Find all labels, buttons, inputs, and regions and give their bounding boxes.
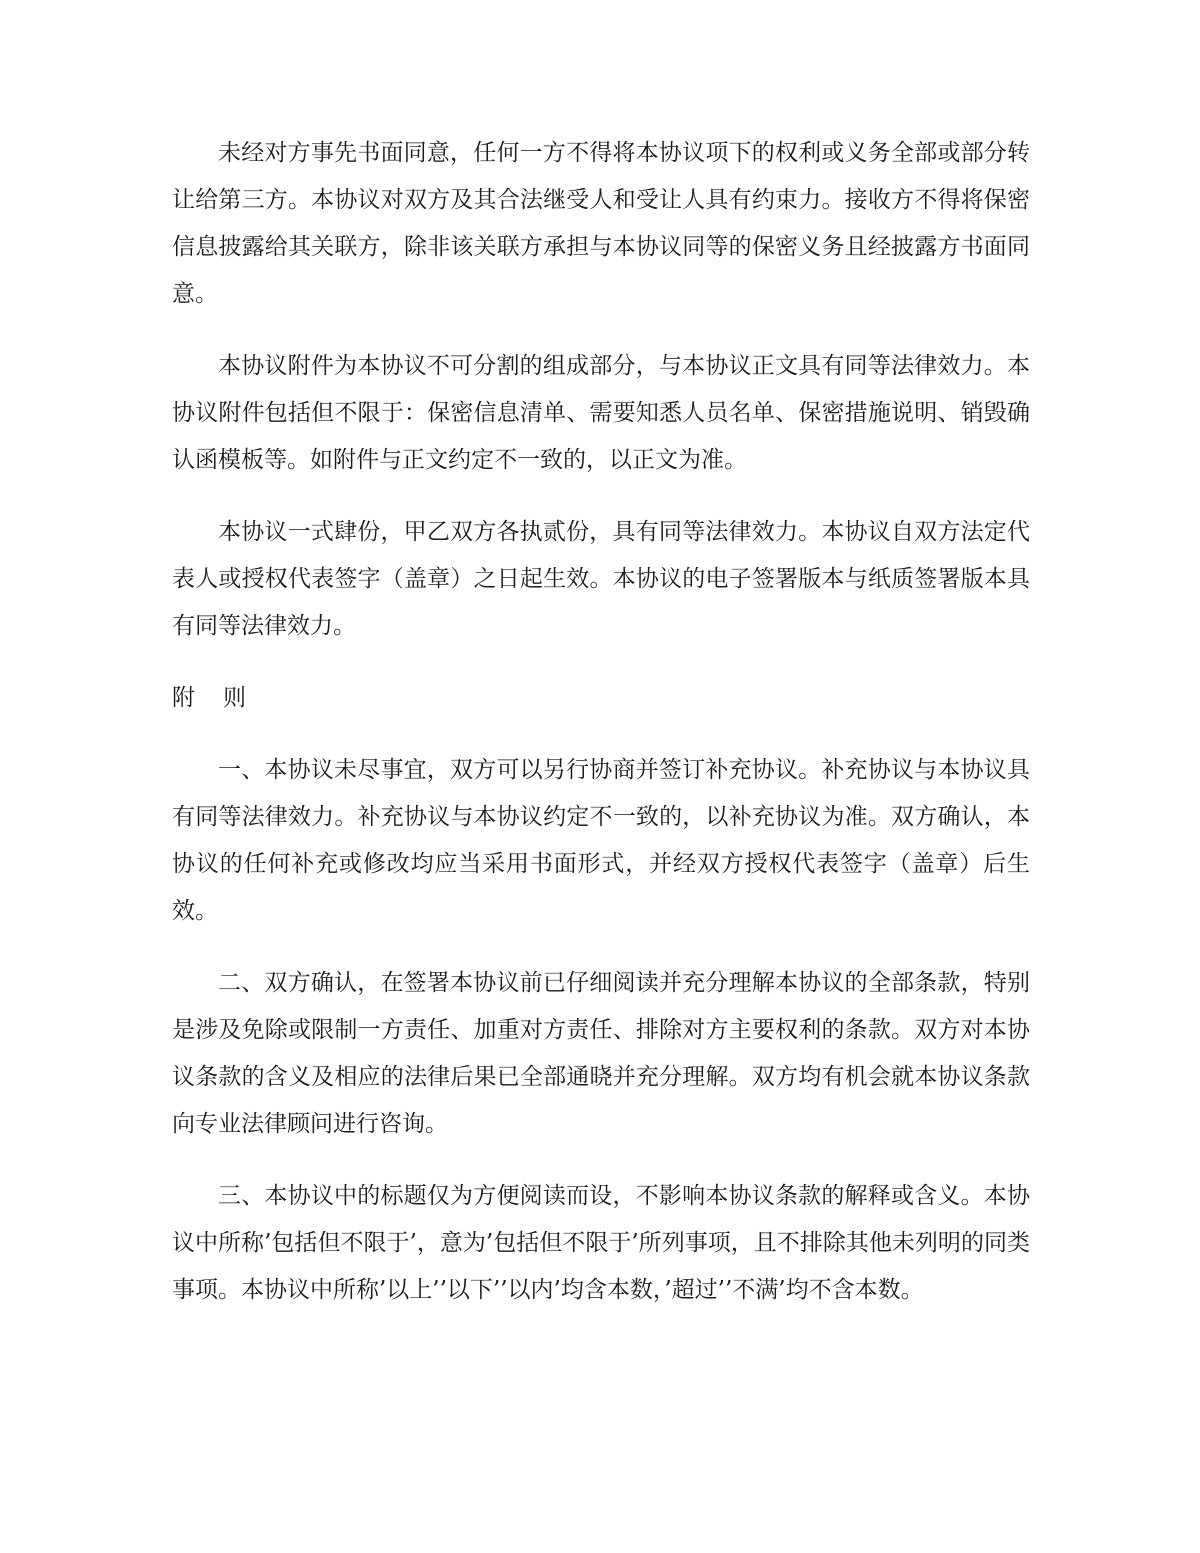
document-body <box>172 130 1030 1339</box>
paragraph-counterparts: 本协议一式肆份，甲乙双方各执贰份，具有同等法律效力。本协议自双方法定代表人或授权代表签字（盖章）之日起生效。本协议的电子签署版本与纸质签署版本具有同等法律效力。 <box>172 519 1030 639</box>
clause-2: 二、双方确认，在签署本协议前已仔细阅读并充分理解本协议的全部条款，特别是涉及免除或限制一方责任、加重对方责任、排除对方主要权利的条款。双方对本协议条款的含义及相应的法律后果已全部通晓并充分理解。双方均有机会就本协议条款向专业法律顾问进行咨询。 <box>172 970 1030 1137</box>
heading-char-2: 则 <box>223 685 246 711</box>
clause-3: 三、本协议中的标题仅为方便阅读而设，不影响本协议条款的解释或含义。本协议中所称’包括但不限于’，意为’包括但不限于’所列事项，且不排除其他未列明的同类事项。本协议中所称’以上’’以下’’以内’均含本数，’超过’’不满’均不含本数。 <box>172 1183 1030 1303</box>
paragraph-annex: 本协议附件为本协议不可分割的组成部分，与本协议正文具有同等法律效力。本协议附件包括但不限于：保密信息清单、需要知悉人员名单、保密措施说明、销毁确认函模板等。如附件与正文约定不一致的，以正文为准。 <box>172 353 1030 473</box>
clause-1: 一、本协议未尽事宜，双方可以另行协商并签订补充协议。补充协议与本协议具有同等法律效力。补充协议与本协议约定不一致的，以补充协议为准。双方确认，本协议的任何补充或修改均应当采用书面形式，并经双方授权代表签字（盖章）后生效。 <box>172 757 1030 924</box>
heading-char-1: 附 <box>172 685 195 711</box>
paragraph-assignment: 未经对方事先书面同意，任何一方不得将本协议项下的权利或义务全部或部分转让给第三方。本协议对双方及其合法继受人和受让人具有约束力。接收方不得将保密信息披露给其关联方，除非该关联方承担与本协议同等的保密义务且经披露方书面同意。 <box>172 140 1030 307</box>
section-heading-supplementary <box>172 675 1030 722</box>
